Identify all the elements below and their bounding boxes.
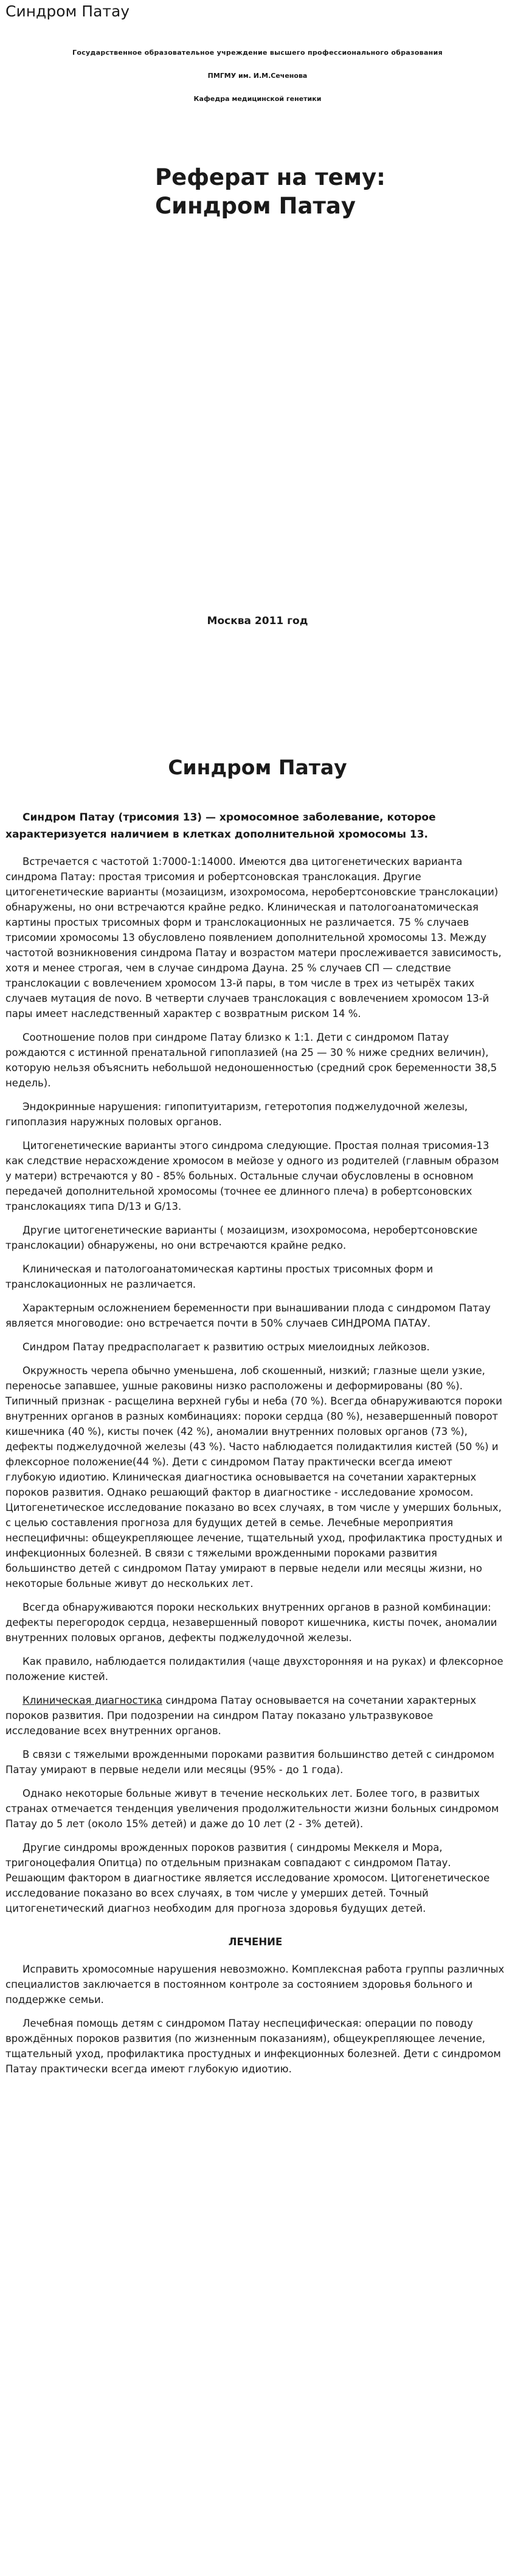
paragraph: Однако некоторые больные живут в течение нескольких лет. Более того, в развитых странах отмечается тенденция увеличения продолжительности жизни больных синдромом Патау до 5 лет (около 15% детей) и даже до 10 лет (2 - 3% детей). xyxy=(5,1788,499,1830)
department-name: Кафедра медицинской генетики xyxy=(193,95,322,103)
diagnostics-link[interactable]: Клиническая диагностика xyxy=(22,1695,162,1706)
paragraph: Цитогенетические варианты этого синдрома следующие. Простая полная трисомия-13 как следствие нерасхождение хромосом в мейозе у одного из родителей (главным образом у матери) встречаются у 80 - 85% больных. Остальные случаи обусловлены в основном передачей дополнительной хромосомы (точнее ее длинного плеча) в робертсоновских транслокациях типа D/13 и G/13. xyxy=(5,1140,499,1212)
paragraph: Лечебная помощь детям с синдромом Патау неспецифическая: операции по поводу врождённых пороков развития (по жизненным показаниям), общеукрепляющее лечение, тщательный уход, профилактика простудных и инфекционных болезней. Дети с синдромом Патау практически всегда имеют глубокую идиотию. xyxy=(5,2018,501,2075)
paragraph: Синдром Патау предрасполагает к развитию острых миелоидных лейкозов. xyxy=(22,1341,430,1353)
treatment-heading: ЛЕЧЕНИЕ xyxy=(228,1936,283,1948)
report-title-line2: Синдром Патау xyxy=(155,193,356,219)
paragraph: Эндокринные нарушения: гипопитуитаризм, гетеротопия поджелудочной железы, гипоплазия наружных половых органов. xyxy=(5,1101,468,1128)
paragraph: Исправить хромосомные нарушения невозможно. Комплексная работа группы различных специалистов заключается в постоянном контроле за состоянием здоровья больного и поддержке семьи. xyxy=(5,1963,505,2005)
paragraph: Другие цитогенетические варианты ( мозаицизм, изохромосома, неробертсоновские транслокации) обнаружены, но они встречаются крайне редко. xyxy=(5,1224,478,1251)
diagnostics-text: синдрома Патау основывается на сочетании характерных пороков развития. При подозрении на синдром Патау показано ультразвуковое исследование всех внутренних органов. xyxy=(5,1695,477,1737)
paragraph: Как правило, наблюдается полидактилия (чаще двухсторонняя и на руках) и флексорное положение кистей. xyxy=(5,1656,503,1682)
article-heading: Синдром Патау xyxy=(168,755,347,779)
diagnostics-paragraph xyxy=(5,1693,505,1738)
university-name: ПМГМУ им. И.М.Сеченова xyxy=(207,72,308,80)
city-year: Москва 2011 год xyxy=(207,615,308,627)
paragraph: В связи с тяжелыми врожденными пороками развития большинство детей с синдромом Патау умирают в первые недели или месяцы (95% - до 1 года). xyxy=(5,1749,494,1776)
article-body xyxy=(5,809,505,2085)
report-title xyxy=(155,163,410,220)
institution-name: Государственное образовательное учреждение высшего профессионального образования xyxy=(72,49,443,57)
site-title: Синдром Патау xyxy=(5,2,130,20)
report-title-line1: Реферат на тему: xyxy=(155,164,385,190)
lead-paragraph: Синдром Патау (трисомия 13) — хромосомное заболевание, которое характеризуется наличием в клетках дополнительной хромосомы 13. xyxy=(5,811,436,841)
paragraph: Встречается с частотой 1:7000-1:14000. Имеются два цитогенетических варианта синдрома Патау: простая трисомия и робертсоновская транслокация. Другие цитогенетические варианты (мозаицизм, изохромосома, неробертсоновские транслокации) обнаружены, но они встречаются крайне редко. Клиническая и патологоанатомическая картины простых трисомных форм и транслокационных не различается. 75 % случаев трисомии хромосомы 13 обусловлено появлением дополнительной хромосомы 13. Между частотой возникновения синдрома Патау и возрастом матери прослеживается зависимость, хотя и менее строгая, чем в случае синдрома Дауна. 25 % случаев СП — следствие транслокации с вовлечением хромосом 13-й пары, в том числе в трех из четырёх таких случаев мутация de novo. В четверти случаев транслокация с вовлечением хромосом 13-й пары имеет наследственный характер с возвратным риском 14 %. xyxy=(5,856,502,1019)
paragraph: Соотношение полов при синдроме Патау близко к 1:1. Дети с синдромом Патау рождаются с истинной пренатальной гипоплазией (на 25 — 30 % ниже средних величин), которую нельзя объяснить небольшой недоношенностью (средний срок беременности 38,5 недель). xyxy=(5,1032,497,1089)
paragraph: Окружность черепа обычно уменьшена, лоб скошенный, низкий; глазные щели узкие, переносье запавшее, ушные раковины низко расположены и деформированы (80 %). Типичный признак - расщелина верхней губы и неба (70 %). Всегда обнаруживаются пороки внутренних органов в разных комбинациях: пороки сердца (80 %), незавершенный поворот кишечника (40 %), кисты почек (42 %), аномалии внутренних половых органов (73 %), дефекты поджелудочной железы (43 %). Часто наблюдается полидактилия кистей (50 %) и флексорное положение(44 %). Дети с синдромом Патау практически всегда имеют глубокую идиотию. Клиническая диагностика основывается на сочетании характерных пороков развития. Однако решающий фактор в диагностике - исследование хромосом. Цитогенетическое исследование показано во всех случаях, в том числе у умерших больных, с целью составления прогноза для будущих детей в семье. Лечебные мероприятия неспецифичны: общеукрепляющее лечение, тщательный уход, профилактика простудных и инфекционных болезней. В связи с тяжелыми врожденными пороками развития большинство детей с синдромом Патау умирают в первые недели или месяцы жизни, но некоторые больные живут до нескольких лет. xyxy=(5,1365,503,1589)
paragraph: Всегда обнаруживаются пороки нескольких внутренних органов в разной комбинации: дефекты перегородок сердца, незавершенный поворот кишечника, кисты почек, аномалии внутренних половых органов, дефекты поджелудочной железы. xyxy=(5,1602,497,1644)
paragraph: Клиническая и патологоанатомическая картины простых трисомных форм и транслокационных не различается. xyxy=(5,1263,434,1290)
paragraph: Характерным осложнением беременности при вынашивании плода с синдромом Патау является многоводие: оно встречается почти в 50% случаев СИНДРОМА ПАТАУ. xyxy=(5,1302,491,1329)
paragraph: Другие синдромы врожденных пороков развития ( синдромы Меккеля и Мора, тригоноцефалия Опитца) по отдельным признакам совпадают с синдромом Патау. Решающим фактором в диагностике является исследование хромосом. Цитогенетическое исследование показано во всех случаях, в том числе у умерших детей. Точный цитогенетический диагноз необходим для прогноза здоровья будущих детей. xyxy=(5,1842,490,1914)
